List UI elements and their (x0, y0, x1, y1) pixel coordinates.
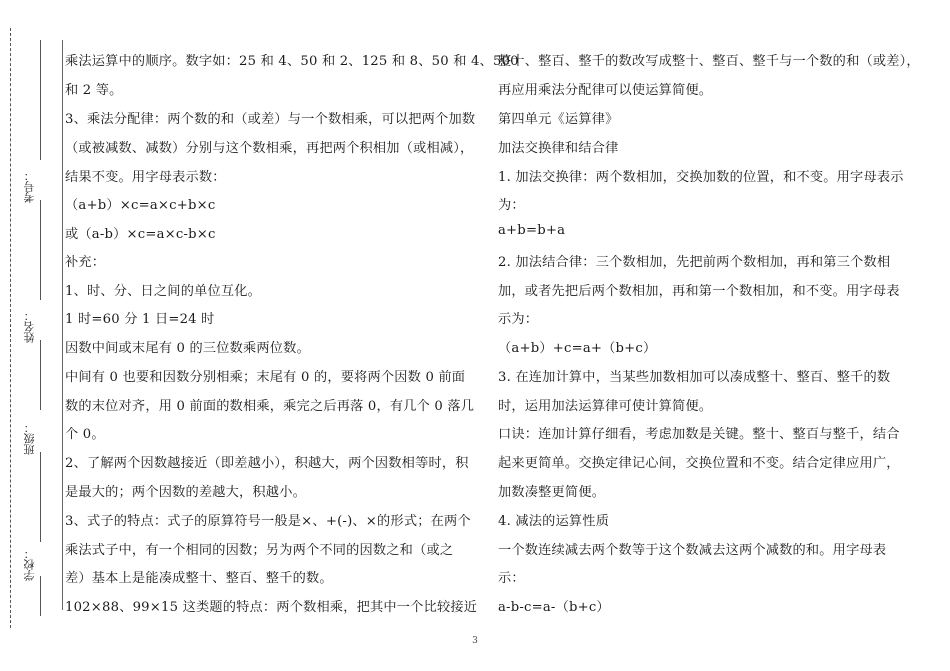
text-line: 加，或者先把后两个数相加，再和第一个数相加，和不变。用字母表 (498, 284, 900, 299)
text-line: 2. 加法结合律：三个数相加，先把前两个数相加，再和第三个数相 (498, 255, 891, 270)
text-line: 3、式子的特点：式子的原算符号一般是×、+(-)、×的形式；在两个 (65, 514, 471, 529)
page-number: 3 (472, 636, 478, 646)
text-line: 起来更简单。交换定律记心间，交换位置和不变。结合定律应用广， (498, 456, 900, 471)
formula-line: （a+b）×c=a×c+b×c (65, 198, 216, 213)
text-line: 时，运用加法运算律可使计算简便。 (498, 399, 713, 414)
unit-heading: 第四单元《运算律》 (498, 112, 619, 127)
text-line: 乘法运算中的顺序。数字如：25 和 4、50 和 2、125 和 8、50 和 4、500 (65, 54, 519, 69)
text-line: 1 时=60 分 1 日=24 时 (65, 312, 215, 327)
text-line: 3、乘法分配律：两个数的和（或差）与一个数相乘，可以把两个加数 (65, 112, 476, 127)
text-line: 口诀：连加计算仔细看，考虑加数是关键。整十、整百与整千，结合 (498, 427, 900, 442)
text-line: 整十、整百、整千的数改写成整十、整百、整千与一个数的和（或差）， (498, 54, 920, 69)
margin-rule (40, 576, 41, 616)
text-line: 1、时、分、日之间的单位互化。 (65, 284, 262, 299)
text-line: 为： (498, 198, 525, 213)
formula-line: a-b-c=a-（b+c） (498, 600, 610, 615)
text-line: 是最大的；两个因数的差越大，积越小。 (65, 485, 306, 500)
text-line: 加数凑整更简便。 (498, 485, 606, 500)
text-line: 个 0。 (65, 427, 105, 442)
formula-line: （a+b）+c=a+（b+c） (498, 341, 657, 356)
dashed-cut-line (10, 28, 11, 628)
class-label: 班级： (23, 422, 36, 455)
text-line: 补充： (65, 255, 106, 270)
text-line: 和 2 等。 (65, 83, 123, 98)
name-label: 姓名： (23, 310, 36, 343)
text-line: （或被减数、减数）分别与这个数相乘，再把两个积相加（或相减）， (65, 141, 474, 156)
binding-margin (0, 0, 60, 671)
text-line: 示为： (498, 312, 539, 327)
formula-line: a+b=b+a (498, 223, 566, 238)
text-line: 数的末位对齐，用 0 前面的数相乘，乘完之后再落 0，有几个 0 落几 (65, 399, 475, 414)
margin-rule (40, 452, 41, 542)
text-line: 乘法式子中，有一个相同的因数；另为两个不同的因数之和（或之 (65, 543, 454, 558)
section-heading: 加法交换律和结合律 (498, 141, 619, 156)
section-heading: 4. 减法的运算性质 (498, 514, 610, 529)
text-line: 102×88、99×15 这类题的特点：两个数相乘，把其中一个比较接近 (65, 600, 478, 615)
exam-number-label: 考号： (23, 170, 36, 203)
text-line: 差）基本上是能凑成整十、整百、整千的数。 (65, 571, 333, 586)
text-line: 一个数连续减去两个数等于这个数减去这两个减数的和。用字母表 (498, 543, 887, 558)
text-line: 示： (498, 571, 525, 586)
margin-rule (40, 340, 41, 410)
text-line: 2、了解两个因数越接近（即差越小），积越大，两个因数相等时，积 (65, 456, 469, 471)
school-label: 学校： (23, 548, 36, 581)
text-line: 中间有 0 也要和因数分别相乘；末尾有 0 的，要将两个因数 0 前面 (65, 370, 466, 385)
text-line: 再应用乘法分配律可以使运算简便。 (498, 83, 713, 98)
margin-rule (40, 200, 41, 300)
formula-line: 或（a-b）×c=a×c-b×c (65, 227, 216, 242)
text-line: 3. 在连加计算中，当某些加数相加可以凑成整十、整百、整千的数 (498, 370, 891, 385)
margin-rule (40, 40, 41, 160)
text-line: 结果不变。用字母表示数： (65, 170, 226, 185)
text-line: 1. 加法交换律：两个数相加，交换加数的位置，和不变。用字母表示 (498, 170, 904, 185)
text-line: 因数中间或末尾有 0 的三位数乘两位数。 (65, 341, 310, 356)
